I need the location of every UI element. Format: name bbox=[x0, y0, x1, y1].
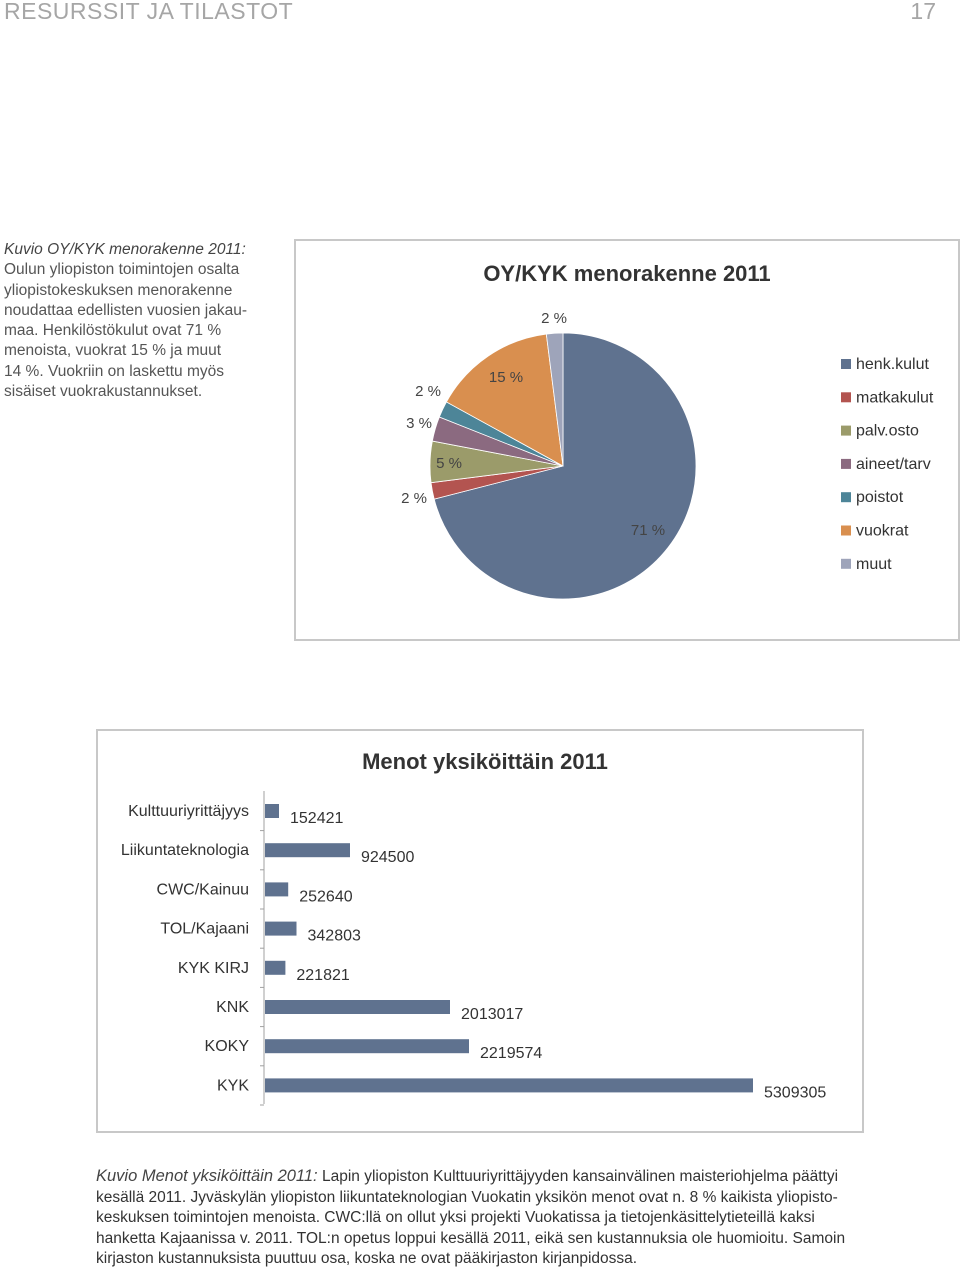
pie-caption-line: maa. Henkilöstökulut ovat 71 % bbox=[4, 322, 222, 340]
bar-value-label: 924500 bbox=[360, 849, 415, 867]
section-title: RESURSSIT JA TILASTOT bbox=[4, 0, 294, 24]
bar-tol-kajaani bbox=[265, 922, 297, 936]
legend-swatch bbox=[841, 559, 851, 569]
bar-category-label: KYK KIRJ bbox=[177, 959, 249, 977]
bar-value-label: 2013017 bbox=[461, 1006, 524, 1023]
bar-caption-line: Lapin yliopiston Kulttuuriyrittäjyyden kansainvälinen maisteriohjelma päättyi bbox=[317, 1168, 839, 1185]
legend-swatch bbox=[841, 392, 851, 402]
pie-caption-line: sisäiset vuokrakustannukset. bbox=[4, 383, 203, 401]
bar-category-label: KYK bbox=[216, 1077, 249, 1095]
bar-category-label: TOL/Kajaani bbox=[160, 920, 249, 938]
bar-chart-title: Menot yksiköittäin 2011 bbox=[362, 749, 608, 774]
pie-data-label: 2 % bbox=[541, 310, 567, 327]
pie-chart-panel bbox=[294, 239, 960, 641]
bar-caption-line: keskuksen toimintojen menoista. CWC:llä on ollut yksi projekti Vuokatissa ja tietojenkäsittelytieteillä kaksi bbox=[96, 1209, 815, 1226]
bar-kulttuuriyritt-jyys bbox=[265, 804, 279, 818]
bar-value-label: 221821 bbox=[296, 966, 350, 984]
pie-caption-line: Oulun yliopiston toimintojen osalta bbox=[4, 261, 240, 279]
bar-caption-title: Kuvio Menot yksiköittäin 2011: bbox=[96, 1167, 318, 1185]
pie-data-label: 71 % bbox=[630, 522, 666, 539]
legend-label: matkakulut bbox=[856, 389, 934, 407]
legend-label: muut bbox=[856, 555, 892, 573]
bar-caption-line: kesällä 2011. Jyväskylän yliopiston liikuntateknologian Vuokatin yksikön menot ovat n. 8 % kaikista yliopisto- bbox=[96, 1188, 838, 1206]
bar-caption bbox=[96, 1166, 926, 1270]
pie-data-label: 15 % bbox=[488, 369, 524, 386]
bar-category-label: Kulttuuriyrittäjyys bbox=[128, 803, 249, 820]
bar-value-label: 2219574 bbox=[480, 1045, 543, 1063]
pie-caption bbox=[4, 240, 294, 402]
bar-kyk bbox=[265, 1078, 753, 1092]
pie-data-label: 5 % bbox=[436, 455, 462, 472]
bar-value-label: 252640 bbox=[299, 888, 353, 906]
legend-swatch bbox=[841, 426, 851, 436]
legend-label: aineet/tarv bbox=[856, 455, 931, 473]
bar-category-label: CWC/Kainuu bbox=[156, 881, 249, 899]
legend-label: henk.kulut bbox=[856, 356, 929, 373]
bar-caption-line: hanketta Kajaanissa v. 2011. TOL:n opetus loppui kesällä 2011, eikä sen kustannuksia ole huomioitu. Samoin bbox=[96, 1229, 846, 1247]
page-number: 17 bbox=[910, 0, 936, 24]
pie-chart-title: OY/KYK menorakenne 2011 bbox=[483, 261, 771, 286]
page-header bbox=[0, 0, 960, 30]
bar-liikuntateknologia bbox=[265, 843, 350, 857]
bar-cwc-kainuu bbox=[265, 882, 288, 896]
bar-value-label: 342803 bbox=[307, 927, 361, 945]
bar-chart bbox=[98, 731, 862, 1131]
legend-label: poistot bbox=[856, 489, 904, 507]
pie-data-label: 3 % bbox=[406, 415, 432, 432]
bar-caption-line: kirjaston kustannuksista puuttuu osa, koska ne ovat pääkirjaston kirjanpidossa. bbox=[96, 1250, 638, 1267]
bar-category-label: Liikuntateknologia bbox=[120, 842, 249, 860]
bar-category-label: KNK bbox=[216, 999, 249, 1016]
bar-chart-panel bbox=[96, 729, 864, 1133]
pie-data-label: 2 % bbox=[415, 383, 441, 400]
pie-caption-line: menoista, vuokrat 15 % ja muut bbox=[4, 342, 222, 360]
legend-swatch bbox=[841, 459, 851, 469]
pie-caption-title: Kuvio OY/KYK menorakenne 2011: bbox=[4, 241, 246, 258]
bar-kyk-kirj bbox=[265, 961, 285, 975]
legend-label: vuokrat bbox=[856, 522, 909, 540]
pie-caption-line: yliopistokeskuksen menorakenne bbox=[4, 281, 233, 299]
bar-value-label: 152421 bbox=[290, 810, 344, 827]
pie-caption-line: noudattaa edellisten vuosien jakau- bbox=[4, 301, 248, 319]
pie-caption-line: 14 %. Vuokriin on laskettu myös bbox=[4, 362, 224, 380]
legend-swatch bbox=[841, 526, 851, 536]
legend-label: palv.osto bbox=[856, 422, 919, 440]
pie-data-label: 2 % bbox=[401, 490, 427, 507]
bar-category-label: KOKY bbox=[204, 1038, 249, 1056]
pie-chart bbox=[296, 241, 958, 639]
bar-value-label: 5309305 bbox=[764, 1084, 827, 1102]
bar-knk bbox=[265, 1000, 450, 1014]
bar-koky bbox=[265, 1039, 469, 1053]
legend-swatch bbox=[841, 492, 851, 502]
legend-swatch bbox=[841, 359, 851, 369]
